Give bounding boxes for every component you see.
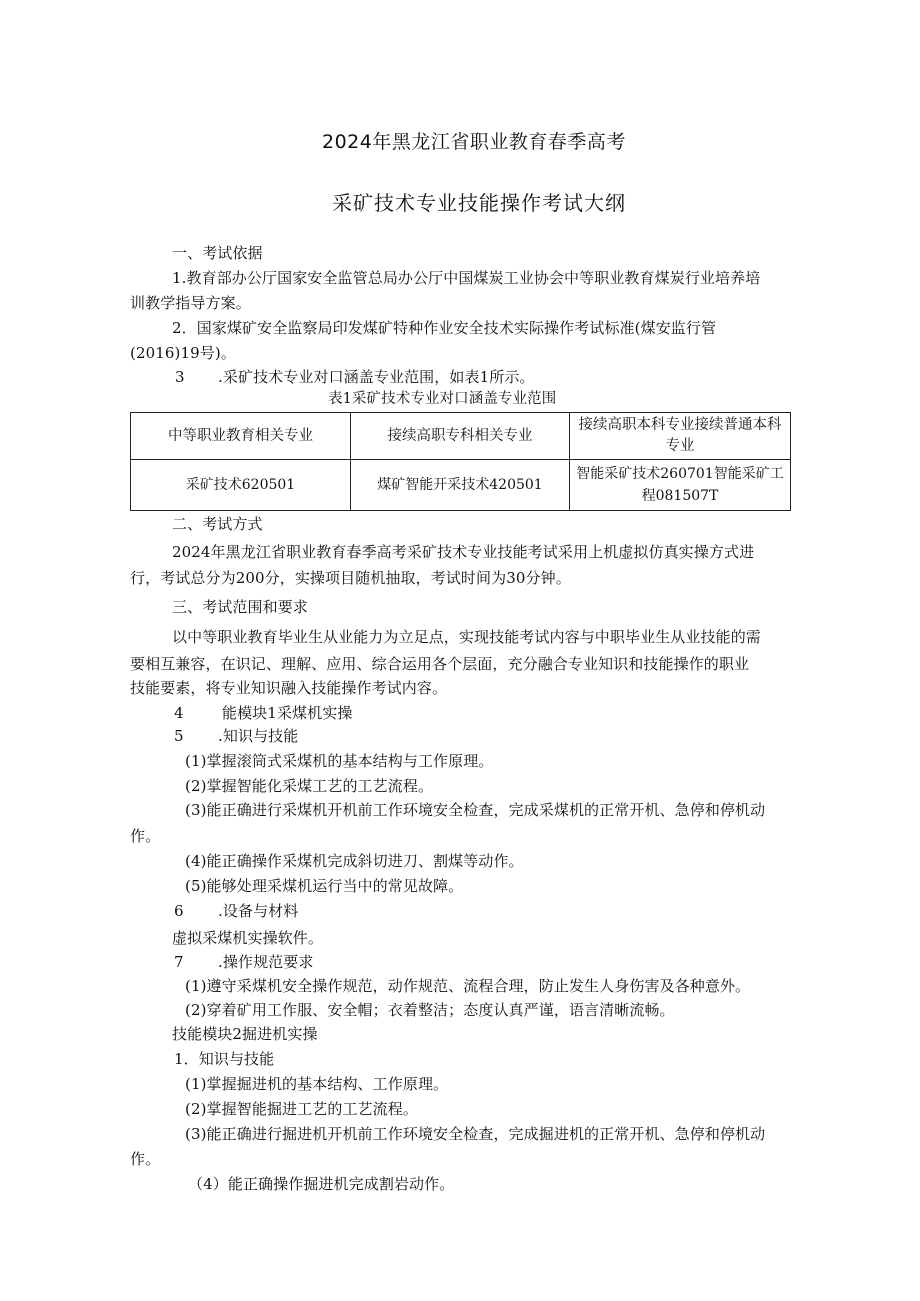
module-1-standards-item: (1)遵守采煤机安全操作规范，动作规范、流程合理，防止发生人身伤害及各种意外。 [185, 977, 751, 995]
module-1-number: 4 [174, 704, 184, 722]
module-1-knowledge-item: (1)掌握滚筒式采煤机的基本结构与工作原理。 [185, 752, 494, 770]
requirements-text-cont: 要相互兼容，在识记、理解、应用、综合运用各个层面，充分融合专业知识和技能操作的职业 [130, 655, 750, 673]
module-1-equipment-title: .设备与材料 [218, 902, 299, 920]
section-heading-mode: 二、考试方式 [172, 515, 263, 533]
basis-item-2: 2．国家煤矿安全监察局印发煤矿特种作业安全技术实际操作考试标准(煤安监行管 [172, 319, 717, 337]
section-heading-basis: 一、考试依据 [172, 244, 263, 262]
mode-text-cont: 行，考试总分为200分，实操项目随机抽取，考试时间为30分钟。 [130, 569, 571, 587]
scope-table [130, 412, 791, 511]
document-title: 2024年黑龙江省职业教育春季高考 [322, 131, 626, 153]
basis-item-1: 1.教育部办公厅国家安全监管总局办公厅中国煤炭工业协会中等职业教育煤炭行业培养培 [172, 269, 761, 287]
table-cell: 智能采矿技术260701智能采矿工程081507T [570, 460, 791, 511]
mode-text: 2024年黑龙江省职业教育春季高考采矿技术专业技能考试采用上机虚拟仿真实操方式进 [172, 543, 755, 561]
section-heading-scope: 三、考试范围和要求 [172, 598, 308, 616]
module-2-knowledge-title: 1．知识与技能 [174, 1050, 275, 1068]
table-row [131, 460, 791, 511]
table-header-row [131, 413, 791, 460]
table-header-cell: 接续高职专科相关专业 [351, 413, 570, 460]
module-2-title: 技能模块2掘进机实操 [172, 1025, 318, 1043]
requirements-text-cont: 技能要素，将专业知识融入技能操作考试内容。 [130, 679, 448, 697]
module-2-knowledge-item: (1)掌握掘进机的基本结构、工作原理。 [185, 1075, 449, 1093]
table-caption: 表1采矿技术专业对口涵盖专业范围 [328, 391, 557, 407]
module-1-title: 能模块1采煤机实操 [222, 704, 353, 722]
module-1-knowledge-item: (4)能正确操作采煤机完成斜切进刀、割煤等动作。 [185, 852, 524, 870]
basis-item-3: .采矿技术专业对口涵盖专业范围，如表1所示。 [218, 368, 535, 386]
module-1-knowledge-item: (3)能正确进行采煤机开机前工作环境安全检查，完成采煤机的正常开机、急停和停机动 [185, 801, 766, 819]
table-header-cell: 中等职业教育相关专业 [131, 413, 351, 460]
table-cell: 煤矿智能开采技术420501 [351, 460, 570, 511]
module-2-knowledge-item: (2)掌握智能掘进工艺的工艺流程。 [185, 1100, 418, 1118]
module-1-knowledge-title: .知识与技能 [218, 727, 299, 745]
basis-item-3-number: 3 [175, 368, 185, 386]
module-1-knowledge-item: (2)掌握智能化采煤工艺的工艺流程。 [185, 777, 434, 795]
table-cell: 采矿技术620501 [131, 460, 351, 511]
module-1-knowledge-item-cont: 作。 [130, 827, 161, 845]
module-2-knowledge-item-cont: 作。 [130, 1150, 161, 1168]
module-1-equipment-item: 虚拟采煤机实操软件。 [172, 929, 324, 947]
basis-item-2-cont: (2016)19号)。 [130, 344, 236, 362]
requirements-text: 以中等职业教育毕业生从业能力为立足点，实现技能考试内容与中职毕业生从业技能的需 [172, 628, 761, 646]
module-1-standards-item: (2)穿着矿用工作服、安全帽；衣着整洁；态度认真严谨，语言清晰流畅。 [185, 1001, 675, 1019]
document-subtitle: 采矿技术专业技能操作考试大纲 [332, 191, 626, 215]
module-1-knowledge-number: 5 [174, 727, 184, 745]
module-2-knowledge-item: (3)能正确进行掘进机开机前工作环境安全检查，完成掘进机的正常开机、急停和停机动 [185, 1125, 766, 1143]
module-1-equipment-number: 6 [174, 902, 184, 920]
module-2-knowledge-item: （4）能正确操作掘进机完成割岩动作。 [188, 1175, 455, 1193]
table-header-cell: 接续高职本科专业接续普通本科专业 [570, 413, 791, 460]
module-1-standards-title: .操作规范要求 [218, 953, 314, 971]
module-1-knowledge-item: (5)能够处理采煤机运行当中的常见故障。 [185, 877, 464, 895]
module-1-standards-number: 7 [174, 953, 184, 971]
basis-item-1-cont: 训教学指导方案。 [130, 294, 251, 312]
